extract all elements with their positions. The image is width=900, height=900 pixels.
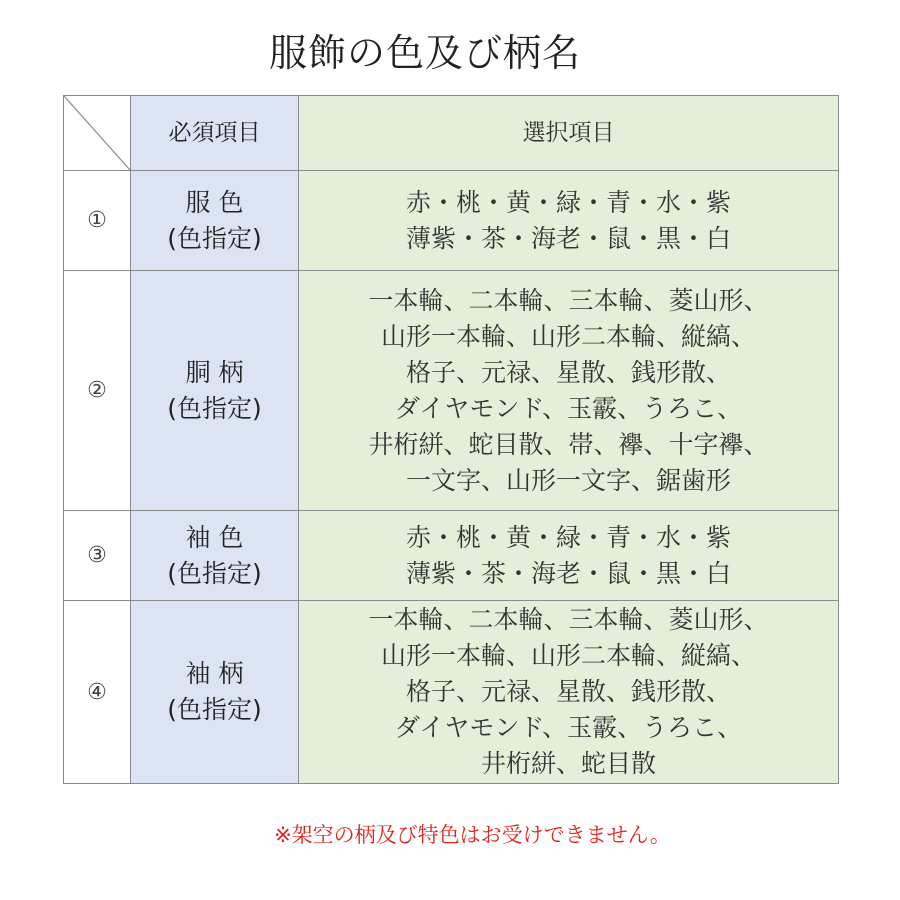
item-name: 袖 柄 bbox=[185, 659, 244, 688]
options-cell bbox=[299, 171, 839, 271]
option-line: 薄紫・茶・海老・鼠・黒・白 bbox=[405, 558, 731, 588]
option-line: 赤・桃・黄・緑・青・水・紫 bbox=[405, 522, 731, 552]
option-line: 赤・桃・黄・緑・青・水・紫 bbox=[405, 187, 731, 217]
option-line: 薄紫・茶・海老・鼠・黒・白 bbox=[405, 223, 731, 253]
option-line: 井桁絣、蛇目散 bbox=[480, 749, 656, 778]
option-line: ダイヤモンド、玉霰、うろこ、 bbox=[394, 713, 743, 742]
option-line: 井桁絣、蛇目散、帯、襷、十字襷、 bbox=[368, 429, 769, 459]
color-pattern-table bbox=[63, 95, 839, 784]
item-spec: (色指定) bbox=[167, 223, 262, 253]
options-cell bbox=[299, 271, 839, 511]
option-line: ダイヤモンド、玉霰、うろこ、 bbox=[394, 393, 743, 423]
diagonal-line-icon bbox=[64, 96, 130, 170]
option-line: 山形一本輪、山形二本輪、縦縞、 bbox=[380, 641, 756, 670]
option-line: 格子、元禄、星散、銭形散、 bbox=[405, 357, 731, 387]
option-line: 一本輪、二本輪、三本輪、菱山形、 bbox=[368, 605, 769, 634]
required-item-cell bbox=[131, 511, 299, 601]
table-row bbox=[64, 511, 839, 601]
options-cell bbox=[299, 511, 839, 601]
item-spec: (色指定) bbox=[167, 695, 262, 724]
option-line: 山形一本輪、山形二本輪、縦縞、 bbox=[380, 321, 756, 351]
header-options: 選択項目 bbox=[299, 96, 839, 171]
row-number: ② bbox=[64, 271, 131, 511]
table-header-row bbox=[64, 96, 839, 171]
table-row bbox=[64, 601, 839, 784]
options-cell bbox=[299, 601, 839, 784]
page-title: 服飾の色及び柄名 bbox=[268, 31, 581, 75]
required-item-cell bbox=[131, 171, 299, 271]
option-line: 一文字、山形一文字、鋸歯形 bbox=[405, 465, 731, 495]
item-spec: (色指定) bbox=[167, 558, 262, 588]
item-name: 胴 柄 bbox=[185, 357, 244, 387]
diagonal-corner-cell bbox=[64, 96, 131, 171]
table-row bbox=[64, 271, 839, 511]
option-line: 一本輪、二本輪、三本輪、菱山形、 bbox=[368, 285, 769, 315]
item-name: 袖 色 bbox=[185, 522, 244, 552]
required-item-cell bbox=[131, 271, 299, 511]
required-item-cell bbox=[131, 601, 299, 784]
item-spec: (色指定) bbox=[167, 393, 262, 423]
item-name: 服 色 bbox=[185, 187, 244, 217]
row-number: ① bbox=[64, 171, 131, 271]
header-required: 必須項目 bbox=[131, 96, 299, 171]
option-line: 格子、元禄、星散、銭形散、 bbox=[405, 677, 731, 706]
footnote-warning: ※架空の柄及び特色はお受けできません。 bbox=[274, 823, 671, 847]
row-number: ④ bbox=[64, 601, 131, 784]
row-number: ③ bbox=[64, 511, 131, 601]
table-row bbox=[64, 171, 839, 271]
